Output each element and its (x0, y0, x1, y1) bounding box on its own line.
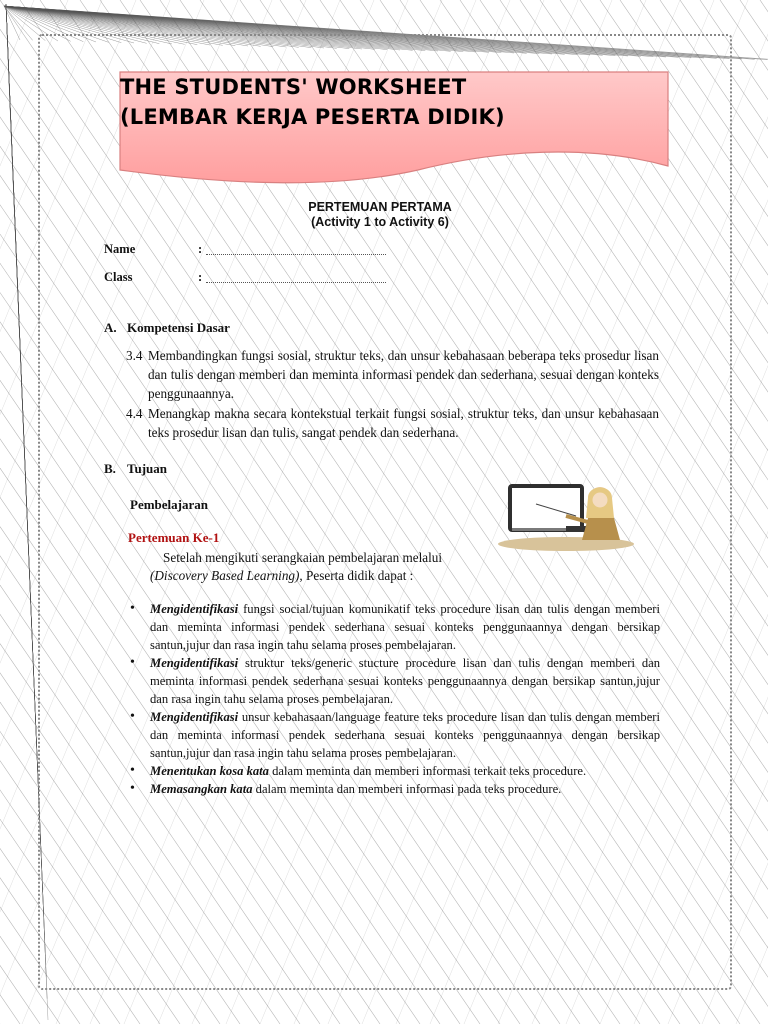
meeting-heading (230, 200, 530, 230)
goal-verb: Mengidentifikasi (150, 656, 239, 670)
name-field (104, 242, 203, 257)
section-b-label: B. (104, 461, 116, 476)
teacher-at-whiteboard-icon (496, 482, 638, 552)
section-b-subtitle: Pembelajaran (130, 497, 208, 512)
title-line-2: (LEMBAR KERJA PESERTA DIDIK) (120, 105, 505, 129)
goal-text: fungsi social/tujuan komunikatif teks procedure lisan dan tulis dengan memberi dan meminta informasi pendek sederhana sesuai konteks penggunaannya dengan bersikap santun,jujur dan rasa ingin tahu selama proses pembelajaran. (150, 602, 660, 652)
kd-text: Membandingkan fungsi sosial, struktur teks, dan unsur kebahasaan beberapa teks prosedur lisan dan tulis dengan memberi dan meminta informasi pendek dan sederhana, sesuai dengan konteks penggunaannya. (148, 348, 659, 401)
list-item (130, 780, 660, 798)
meeting-title: PERTEMUAN PERTAMA (308, 200, 452, 214)
class-label: Class (104, 270, 133, 284)
worksheet-title (120, 72, 660, 132)
goal-text: unsur kebahasaan/language feature teks procedure lisan dan tulis dengan memberi dan meminta informasi pendek sederhana sesuai konteks penggunaannya dengan bersikap santun,jujur dan rasa ingin tahu selama proses pembelajaran. (150, 710, 660, 760)
goal-verb: Mengidentifikasi (150, 602, 239, 616)
section-b-title: Tujuan (127, 461, 167, 476)
list-item (130, 600, 660, 654)
section-a-title: Kompetensi Dasar (127, 320, 230, 335)
kd-text: Menangkap makna secara kontekstual terkait fungsi sosial, struktur teks, dan unsur kebahasaan teks prosedur lisan dan tulis, sangat pendek dan sederhana. (148, 406, 659, 440)
goal-text: dalam meminta dan memberi informasi pada teks procedure. (252, 782, 562, 796)
name-label: Name (104, 242, 136, 256)
kd-item (126, 404, 659, 442)
intro-rest: , Peserta didik dapat : (299, 568, 414, 583)
list-item (130, 762, 660, 780)
section-a-label: A. (104, 320, 117, 335)
intro-line: Setelah mengikuti serangkaian pembelajaran melalui (163, 550, 443, 565)
kd-item (126, 346, 659, 403)
list-item (130, 708, 660, 762)
intro-continuation (150, 566, 480, 585)
goal-verb: Mengidentifikasi (150, 710, 239, 724)
goal-verb: Memasangkan kata (150, 782, 253, 796)
meeting-1-heading: Pertemuan Ke-1 (128, 530, 220, 545)
title-line-1: THE STUDENTS' WORKSHEET (120, 75, 467, 99)
kd-number: 4.4 (126, 406, 143, 421)
method-name: (Discovery Based Learning) (150, 568, 300, 583)
kd-number: 3.4 (126, 348, 143, 363)
class-input-line[interactable] (206, 270, 386, 283)
learning-goals-list (130, 600, 660, 798)
goal-text: dalam meminta dan memberi informasi terkait teks procedure. (268, 764, 587, 778)
meeting-subtitle: (Activity 1 to Activity 6) (311, 215, 449, 229)
name-colon: : (198, 242, 203, 256)
name-input-line[interactable] (206, 242, 386, 255)
list-item (130, 654, 660, 708)
class-colon: : (198, 270, 203, 284)
goal-text: struktur teks/generic stucture procedure lisan dan tulis dengan memberi dan meminta informasi pendek sederhana sesuai konteks penggunaannya dengan bersikap santun,jujur dan rasa ingin tahu selama proses pembelajaran. (150, 656, 660, 706)
goal-verb: Menentukan kosa kata (150, 764, 269, 778)
class-field (104, 270, 203, 285)
